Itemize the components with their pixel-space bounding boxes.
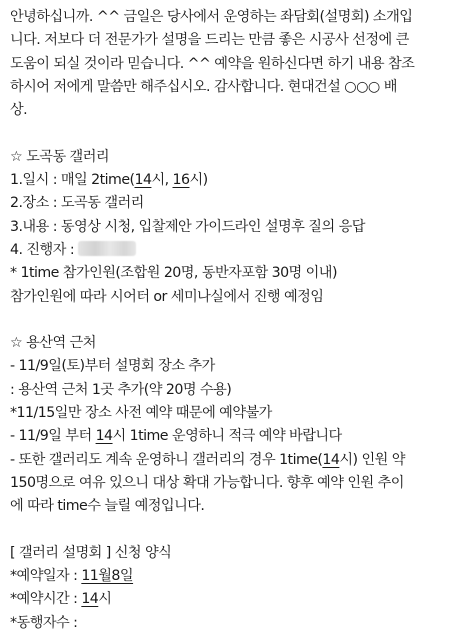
form-time-value: 14 bbox=[81, 591, 99, 608]
intro-line-1: 안녕하십니까. ^^ 금일은 당사에서 운영하는 좌담회(설명회) 소개입 bbox=[10, 9, 413, 25]
form-time bbox=[10, 588, 460, 611]
yongsan-line-3: *11/15일만 장소 사전 예약 때문에 예약불가 bbox=[10, 405, 272, 422]
form-time-label: *예약시간 : bbox=[10, 591, 82, 608]
yongsan-line-2: : 용산역 근처 1곳 추가(약 20명 수용) bbox=[10, 381, 232, 398]
gallery-schedule bbox=[10, 169, 460, 192]
gallery-venue-note: 참가인원에 따라 시어터 or 세미나실에서 진행 예정임 bbox=[10, 288, 324, 305]
host-label: 4. 진행자 : bbox=[10, 241, 75, 258]
intro-line-5: 상. bbox=[10, 102, 28, 119]
yongsan-line-5 bbox=[10, 449, 460, 472]
gallery-place: 2.장소 : 도곡동 갤러리 bbox=[10, 195, 144, 212]
spacer bbox=[10, 519, 460, 542]
yongsan-line-4-prefix: - 11/9일 부터 bbox=[10, 428, 96, 445]
yongsan-line-1: - 11/9일(토)부터 설명회 장소 추가 bbox=[10, 358, 215, 375]
form-time-suffix: 시 bbox=[98, 591, 112, 608]
gallery-host bbox=[10, 239, 460, 262]
spacer bbox=[10, 122, 460, 145]
intro-line-2: 니다. 저보다 더 전문가가 설명을 드리는 만큼 좋은 시공사 선정에 큰 bbox=[10, 32, 409, 49]
schedule-suffix: 시) bbox=[189, 172, 208, 189]
form-date bbox=[10, 565, 460, 588]
yongsan-line-5-suffix: 시) 인원 약 bbox=[339, 451, 405, 468]
intro-line-4: 하시어 저에게 말씀만 해주십시오. 감사합니다. 현대건설 ○○○ 배 bbox=[10, 78, 397, 95]
form-header: [ 갤러리 설명회 ] 신청 양식 bbox=[10, 544, 172, 561]
form-date-value: 11월8일 bbox=[81, 568, 134, 585]
schedule-separator: 시, bbox=[151, 172, 173, 189]
schedule-prefix: 1.일시 : 매일 2time( bbox=[10, 172, 135, 189]
yongsan-line-4-suffix: 시 1time 운영하니 적극 예약 바랍니다 bbox=[112, 428, 342, 445]
schedule-time-1: 14 bbox=[134, 172, 152, 189]
yongsan-line-4 bbox=[10, 425, 460, 448]
yongsan-line-5-prefix: - 또한 갤러리도 계속 운영하니 갤러리의 경우 1time( bbox=[10, 451, 323, 468]
form-date-label: *예약일자 : bbox=[10, 568, 82, 585]
form-companions: *동행자수 : bbox=[10, 614, 78, 631]
host-name-redacted bbox=[78, 241, 136, 256]
yongsan-line-6: 150명으로 여유 있으니 대상 확대 가능합니다. 향후 예약 인원 추이 bbox=[10, 474, 404, 491]
gallery-header: ☆ 도곡동 갤러리 bbox=[10, 148, 110, 165]
yongsan-header: ☆ 용산역 근처 bbox=[10, 335, 96, 352]
yongsan-line-4-time: 14 bbox=[95, 428, 113, 445]
gallery-capacity-note: * 1time 참가인원(조합원 20명, 동반자포함 30명 이내) bbox=[10, 265, 337, 282]
intro-line-3: 도움이 되실 것이라 믿습니다. ^^ 예약을 원하신다면 하기 내용 참조 bbox=[10, 55, 415, 72]
yongsan-line-7: 에 따라 time수 늘릴 예정입니다. bbox=[10, 498, 205, 515]
gallery-content: 3.내용 : 동영상 시청, 입찰제안 가이드라인 설명후 질의 응답 bbox=[10, 218, 365, 235]
yongsan-line-5-time: 14 bbox=[322, 451, 340, 468]
schedule-time-2: 16 bbox=[172, 172, 190, 189]
spacer bbox=[10, 309, 460, 332]
